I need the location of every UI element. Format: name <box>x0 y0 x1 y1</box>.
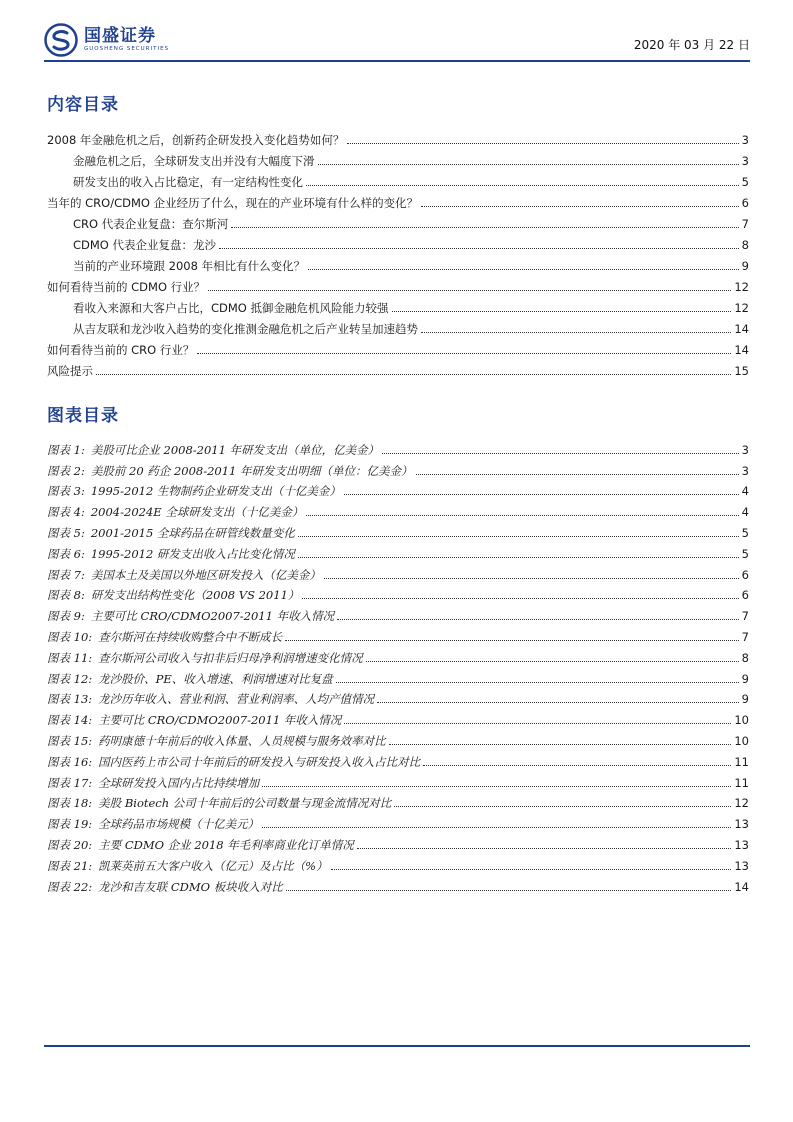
dot-leader <box>262 786 731 787</box>
dot-leader <box>286 890 732 891</box>
logo-name-cn: 国盛证券 <box>84 26 156 46</box>
figure-list-title: 图表目录 <box>47 406 119 426</box>
figure-entry[interactable] <box>47 790 749 811</box>
page-header <box>44 22 750 58</box>
figure-caption: 1995-2012 生物制药企业研发支出（十亿美金） <box>90 484 341 499</box>
figure-caption: 查尔斯河在持续收购整合中不断成长 <box>98 629 283 644</box>
figure-caption: 全球研发投入国内占比持续增加 <box>98 775 260 790</box>
figure-entry-page: 6 <box>739 588 749 602</box>
figure-entry[interactable] <box>47 727 749 748</box>
figure-entry-page: 7 <box>739 630 749 644</box>
figure-entry[interactable] <box>47 810 749 831</box>
dot-leader <box>306 185 739 186</box>
figure-entry-label[interactable] <box>47 651 366 665</box>
brand-logo <box>44 22 169 58</box>
figure-entry-label[interactable] <box>47 484 344 498</box>
figure-entry[interactable] <box>47 457 749 478</box>
toc-entry[interactable] <box>47 231 749 252</box>
figure-entry-page: 8 <box>739 651 749 665</box>
toc-entry-page: 8 <box>739 238 749 252</box>
figure-number: 图表 14: <box>47 713 93 728</box>
figure-number: 图表 3: <box>47 484 85 499</box>
figure-number: 图表 17: <box>47 775 93 790</box>
dot-leader <box>231 227 738 228</box>
figure-entry-label[interactable] <box>47 630 285 644</box>
figure-number: 图表 5: <box>47 525 85 540</box>
toc-entry[interactable] <box>47 168 749 189</box>
figure-entry-page: 5 <box>739 547 749 561</box>
figure-entry-page: 10 <box>731 713 749 727</box>
toc-entry-label[interactable]: 当前的产业环境跟 2008 年相比有什么变化？ <box>47 259 308 273</box>
figure-number: 图表 18: <box>47 796 93 811</box>
toc-entry[interactable] <box>47 189 749 210</box>
toc-entry-label[interactable]: 金融危机之后，全球研发支出并没有大幅度下滑 <box>47 154 318 168</box>
figure-entry-page: 4 <box>739 505 749 519</box>
figure-entry[interactable] <box>47 769 749 790</box>
figure-entry-page: 12 <box>731 796 749 810</box>
figure-entry-page: 7 <box>739 609 749 623</box>
figure-entry-label[interactable] <box>47 588 302 602</box>
figure-caption: 1995-2012 研发支出收入占比变化情况 <box>90 546 295 561</box>
dot-leader <box>318 164 739 165</box>
toc-entry-page: 6 <box>739 196 749 210</box>
figure-entry[interactable] <box>47 873 749 894</box>
toc-entry-label[interactable]: 风险提示 <box>47 364 96 378</box>
report-date: 2020 年 03 月 22 日 <box>633 38 750 52</box>
figure-entry[interactable] <box>47 644 749 665</box>
figure-entry-label[interactable] <box>47 838 357 852</box>
toc-entry-page: 5 <box>739 175 749 189</box>
dot-leader <box>344 723 731 724</box>
dot-leader <box>421 332 731 333</box>
figure-entry-label[interactable] <box>47 505 306 519</box>
figure-entry[interactable] <box>47 686 749 707</box>
logo-name-en: GUOSHENG SECURITIES <box>84 46 170 52</box>
dot-leader <box>96 374 731 375</box>
dot-leader <box>392 311 732 312</box>
figure-entry[interactable] <box>47 748 749 769</box>
figure-caption: 美国本土及美国以外地区研发投入（亿美金） <box>90 567 321 582</box>
figure-caption: 2001-2015 全球药品在研管线数量变化 <box>90 525 295 540</box>
figure-entry-page: 9 <box>739 692 749 706</box>
figure-entry-page: 13 <box>731 838 749 852</box>
figure-entry[interactable] <box>47 561 749 582</box>
dot-leader <box>389 744 732 745</box>
figure-entry-label[interactable] <box>47 734 389 748</box>
figure-entry[interactable] <box>47 498 749 519</box>
figure-entry-label[interactable] <box>47 526 298 540</box>
dot-leader <box>423 765 731 766</box>
toc-list <box>47 126 749 378</box>
figure-entry-page: 11 <box>731 776 749 790</box>
figure-entry-page: 3 <box>739 464 749 478</box>
toc-entry[interactable] <box>47 273 749 294</box>
figure-caption: 主要 CDMO 企业 2018 年毛利率商业化订单情况 <box>98 837 354 852</box>
figure-number: 图表 16: <box>47 754 93 769</box>
figure-entry-page: 11 <box>731 755 749 769</box>
dot-leader <box>382 453 739 454</box>
toc-entry-page: 14 <box>731 322 749 336</box>
figure-caption: 美股 Biotech 公司十年前后的公司数量与现金流情况对比 <box>98 796 392 811</box>
figure-entry-page: 4 <box>739 484 749 498</box>
toc-entry-label[interactable]: CDMO 代表企业复盘：龙沙 <box>47 238 219 252</box>
toc-entry[interactable] <box>47 294 749 315</box>
dot-leader <box>262 827 731 828</box>
dot-leader <box>298 557 739 558</box>
toc-entry-label[interactable]: CRO 代表企业复盘：查尔斯河 <box>47 217 231 231</box>
figure-entry-page: 13 <box>731 859 749 873</box>
toc-entry-label[interactable]: 如何看待当前的 CRO 行业？ <box>47 343 197 357</box>
figure-caption: 国内医药上市公司十年前后的研发投入与研发投入收入占比对比 <box>98 754 421 769</box>
toc-entry-label[interactable]: 如何看待当前的 CDMO 行业？ <box>47 280 208 294</box>
dot-leader <box>421 206 739 207</box>
dot-leader <box>298 536 739 537</box>
figure-number: 图表 2: <box>47 463 85 478</box>
toc-entry[interactable] <box>47 210 749 231</box>
figure-entry-label[interactable] <box>47 464 416 478</box>
figure-entry-label[interactable] <box>47 796 394 810</box>
dot-leader <box>337 619 739 620</box>
figure-caption: 龙沙股价、PE、收入增速、利润增速对比复盘 <box>98 671 333 686</box>
figure-number: 图表 20: <box>47 837 93 852</box>
toc-entry-page: 3 <box>739 133 749 147</box>
figure-entry[interactable] <box>47 706 749 727</box>
guosheng-logo-icon <box>44 23 78 57</box>
figure-entry-label[interactable] <box>47 443 382 457</box>
figure-entry-label[interactable] <box>47 755 423 769</box>
toc-entry[interactable] <box>47 315 749 336</box>
figure-number: 图表 19: <box>47 817 93 832</box>
figure-caption: 查尔斯河公司收入与扣非后归母净利润增速变化情况 <box>98 650 363 665</box>
dot-leader <box>197 353 731 354</box>
dot-leader <box>331 869 732 870</box>
dot-leader <box>344 494 739 495</box>
figure-caption: 美股前 20 药企 2008-2011 年研发支出明细（单位：亿美金） <box>90 463 413 478</box>
header-rule <box>44 60 750 62</box>
figure-entry[interactable] <box>47 478 749 499</box>
figure-caption: 凯莱英前五大客户收入（亿元）及占比（%） <box>98 858 328 873</box>
toc-entry-label[interactable]: 当年的 CRO/CDMO 企业经历了什么，现在的产业环境有什么样的变化？ <box>47 196 421 210</box>
toc-entry-label[interactable]: 2008 年金融危机之后，创新药企研发投入变化趋势如何？ <box>47 133 347 147</box>
dot-leader <box>416 474 739 475</box>
figure-entry-label[interactable] <box>47 568 324 582</box>
dot-leader <box>306 515 738 516</box>
toc-entry-label[interactable]: 从吉友联和龙沙收入趋势的变化推测金融危机之后产业转呈加速趋势 <box>47 322 421 336</box>
figure-entry[interactable] <box>47 852 749 873</box>
figure-entry[interactable] <box>47 665 749 686</box>
figure-entry-page: 14 <box>731 880 749 894</box>
figure-caption: 全球药品市场规模（十亿美元） <box>98 817 260 832</box>
figure-caption: 主要可比 CRO/CDMO2007-2011 年收入情况 <box>90 609 335 624</box>
toc-entry[interactable] <box>47 357 749 378</box>
figure-caption: 主要可比 CRO/CDMO2007-2011 年收入情况 <box>98 713 342 728</box>
figure-entry[interactable] <box>47 540 749 561</box>
figure-number: 图表 6: <box>47 546 85 561</box>
figure-entry-label[interactable] <box>47 880 286 894</box>
dot-leader <box>308 269 739 270</box>
toc-entry-page: 12 <box>731 280 749 294</box>
dot-leader <box>357 848 732 849</box>
toc-entry-page: 9 <box>739 259 749 273</box>
dot-leader <box>377 702 739 703</box>
figure-number: 图表 15: <box>47 733 93 748</box>
figure-number: 图表 9: <box>47 609 85 624</box>
figure-number: 图表 21: <box>47 858 93 873</box>
figure-entry-page: 9 <box>739 672 749 686</box>
figure-entry[interactable] <box>47 436 749 457</box>
figure-caption: 龙沙和吉友联 CDMO 板块收入对比 <box>98 879 283 894</box>
toc-entry[interactable] <box>47 252 749 273</box>
figure-entry-label[interactable] <box>47 776 262 790</box>
toc-entry[interactable] <box>47 336 749 357</box>
dot-leader <box>336 682 739 683</box>
figure-entry-label[interactable] <box>47 817 262 831</box>
figure-entry-page: 6 <box>739 568 749 582</box>
dot-leader <box>347 143 738 144</box>
figure-entry[interactable] <box>47 519 749 540</box>
dot-leader <box>219 248 739 249</box>
dot-leader <box>394 806 731 807</box>
figure-number: 图表 1: <box>47 442 85 457</box>
toc-entry[interactable] <box>47 147 749 168</box>
figure-caption: 2004-2024E 全球研发支出（十亿美金） <box>90 505 304 520</box>
figure-number: 图表 8: <box>47 588 85 603</box>
toc-title: 内容目录 <box>47 95 119 115</box>
figure-entry-label[interactable] <box>47 692 377 706</box>
figure-caption: 药明康德十年前后的收入体量、人员规模与服务效率对比 <box>98 733 386 748</box>
toc-entry[interactable] <box>47 126 749 147</box>
toc-entry-page: 14 <box>731 343 749 357</box>
figure-entry-label[interactable] <box>47 713 344 727</box>
figure-entry[interactable] <box>47 831 749 852</box>
figure-entry-label[interactable] <box>47 609 337 623</box>
toc-entry-page: 12 <box>731 301 749 315</box>
figure-entry[interactable] <box>47 602 749 623</box>
figure-entry-label[interactable] <box>47 859 331 873</box>
toc-entry-label[interactable]: 研发支出的收入占比稳定，有一定结构性变化 <box>47 175 306 189</box>
figure-number: 图表 10: <box>47 629 93 644</box>
figure-entry-page: 3 <box>739 443 749 457</box>
footer-rule <box>44 1045 750 1047</box>
figure-number: 图表 11: <box>47 650 93 665</box>
figure-list <box>47 436 749 894</box>
figure-number: 图表 22: <box>47 879 93 894</box>
figure-entry-label[interactable] <box>47 672 336 686</box>
figure-number: 图表 7: <box>47 567 85 582</box>
figure-entry-page: 10 <box>731 734 749 748</box>
figure-entry-label[interactable] <box>47 547 298 561</box>
dot-leader <box>366 661 739 662</box>
dot-leader <box>324 578 739 579</box>
figure-caption: 研发支出结构性变化（2008 VS 2011） <box>90 588 300 603</box>
figure-caption: 龙沙历年收入、营业利润、营业利润率、人均产值情况 <box>98 692 375 707</box>
dot-leader <box>302 598 738 599</box>
dot-leader <box>208 290 731 291</box>
figure-number: 图表 12: <box>47 671 93 686</box>
toc-entry-label[interactable]: 看收入来源和大客户占比，CDMO 抵御金融危机风险能力较强 <box>47 301 392 315</box>
figure-caption: 美股可比企业 2008-2011 年研发支出（单位，亿美金） <box>90 442 380 457</box>
figure-entry[interactable] <box>47 623 749 644</box>
toc-entry-page: 3 <box>739 154 749 168</box>
figure-number: 图表 4: <box>47 505 85 520</box>
figure-entry-page: 13 <box>731 817 749 831</box>
toc-entry-page: 7 <box>739 217 749 231</box>
figure-entry-page: 5 <box>739 526 749 540</box>
toc-entry-page: 15 <box>731 364 749 378</box>
figure-entry[interactable] <box>47 582 749 603</box>
dot-leader <box>285 640 739 641</box>
figure-number: 图表 13: <box>47 692 93 707</box>
